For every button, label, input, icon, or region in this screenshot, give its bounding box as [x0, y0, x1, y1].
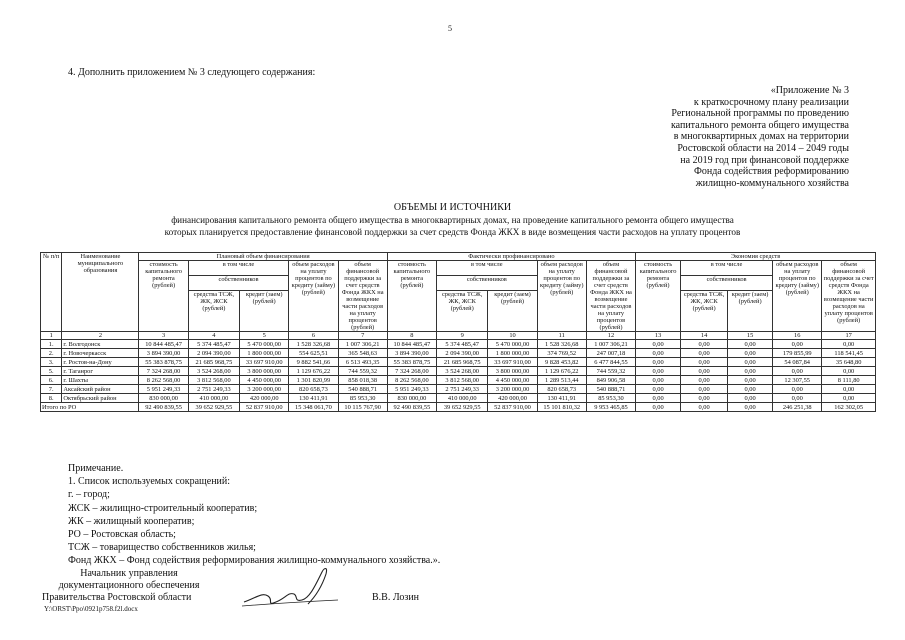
table-cell: 1 301 820,99	[289, 376, 338, 385]
table-cell: 410 000,00	[188, 394, 239, 403]
signer-line: Правительства Ростовской области	[42, 591, 192, 603]
table-cell: 1 129 676,22	[289, 367, 338, 376]
note-line: ТСЖ – товарищество собственников жилья;	[68, 542, 256, 554]
table-cell: 7 324 268,00	[387, 367, 436, 376]
table-cell: 0,00	[636, 376, 681, 385]
header-no: № п/п	[41, 253, 62, 332]
table-cell: 0,00	[636, 358, 681, 367]
table-cell: 2 094 390,00	[188, 349, 239, 358]
table-cell: 8 262 568,00	[139, 376, 188, 385]
table-cell: 744 559,32	[338, 367, 387, 376]
table-cell: 0,00	[773, 367, 822, 376]
table-cell: 5 374 485,47	[188, 340, 239, 349]
table-cell: 10 844 485,47	[387, 340, 436, 349]
handwritten-signature	[238, 562, 348, 612]
table-row	[41, 358, 876, 367]
table-cell: 5 951 249,33	[387, 385, 436, 394]
column-number: 7	[338, 332, 387, 340]
table-row	[41, 340, 876, 349]
financing-table	[40, 252, 876, 412]
notes-section	[68, 462, 440, 568]
page-number: 5	[448, 24, 452, 33]
table-cell: 410 000,00	[437, 394, 488, 403]
table-cell: 5 374 485,47	[437, 340, 488, 349]
table-cell: 130 411,91	[537, 394, 586, 403]
total-cell: 0,00	[681, 403, 728, 412]
table-cell: 0,00	[773, 394, 822, 403]
subtitle-line: которых планируется предоставление финансовой поддержки за счет средств Фонда ЖКХ в виде возмещения части расходов на уплату процентов	[164, 226, 741, 237]
note-line: РО – Ростовская область;	[68, 529, 176, 541]
table-cell: 3 200 000,00	[240, 385, 289, 394]
column-number: 17	[822, 332, 876, 340]
table-cell: 1 528 326,68	[289, 340, 338, 349]
header-cost: стоимость капитального ремонта (рублей)	[636, 261, 681, 332]
table-cell: 0,00	[636, 367, 681, 376]
table-cell: 374 769,52	[537, 349, 586, 358]
table-cell: 0,00	[822, 385, 876, 394]
table-cell: 3 812 568,00	[188, 376, 239, 385]
header-actual: Фактически профинансировано	[387, 253, 635, 261]
signer-line: документационного обеспечения	[58, 579, 200, 591]
table-cell: 55 383 878,75	[139, 358, 188, 367]
note-line: ЖСК – жилищно-строительный кооператив;	[68, 502, 258, 514]
table-cell: 179 855,99	[773, 349, 822, 358]
total-cell: 0,00	[636, 403, 681, 412]
header-interest: объем расходов на уплату процентов по кредиту (займу) (рублей)	[773, 261, 822, 332]
table-cell: 0,00	[681, 358, 728, 367]
table-cell: 0,00	[773, 340, 822, 349]
total-cell: 52 837 910,00	[240, 403, 289, 412]
column-number: 13	[636, 332, 681, 340]
table-cell: 0,00	[681, 340, 728, 349]
table-cell: 130 411,91	[289, 394, 338, 403]
header-support: объем финансовой поддержки за счет средств Фонда ЖКХ на возмещение части расходов на уплату процентов (рублей)	[822, 261, 876, 332]
column-number: 12	[586, 332, 635, 340]
row-municipality: г. Волгодонск	[62, 340, 139, 349]
header-owners: собственников	[437, 275, 538, 290]
table-cell: 9 828 453,82	[537, 358, 586, 367]
table-cell: 85 953,30	[338, 394, 387, 403]
table-cell: 0,00	[636, 394, 681, 403]
table-body	[41, 332, 876, 412]
appendix-line: «Приложение № 3	[770, 85, 849, 96]
table-cell: 0,00	[822, 394, 876, 403]
table-cell: 7 324 268,00	[139, 367, 188, 376]
table-cell: 744 559,32	[586, 367, 635, 376]
row-number: 5.	[41, 367, 62, 376]
table-cell: 0,00	[681, 367, 728, 376]
column-number: 3	[139, 332, 188, 340]
table-cell: 33 697 910,00	[488, 358, 537, 367]
column-number: 15	[728, 332, 773, 340]
table-cell: 118 541,45	[822, 349, 876, 358]
header-owners: собственников	[188, 275, 289, 290]
table-cell: 0,00	[728, 376, 773, 385]
header-funds: средства ТСЖ, ЖК, ЖСК (рублей)	[437, 290, 488, 331]
table-cell: 12 307,55	[773, 376, 822, 385]
row-number: 7.	[41, 385, 62, 394]
total-cell: 39 652 929,55	[188, 403, 239, 412]
header-incl: в том числе	[188, 261, 289, 276]
table-cell: 0,00	[636, 349, 681, 358]
appendix-line: к краткосрочному плану реализации	[693, 96, 849, 108]
table-cell: 3 524 268,00	[188, 367, 239, 376]
row-number: 2.	[41, 349, 62, 358]
column-number: 5	[240, 332, 289, 340]
column-number: 1	[41, 332, 62, 340]
table-cell: 365 548,63	[338, 349, 387, 358]
table-cell: 1 800 000,00	[240, 349, 289, 358]
header-planned: Плановый объем финансирования	[139, 253, 387, 261]
table-cell: 830 000,00	[139, 394, 188, 403]
table-cell: 10 844 485,47	[139, 340, 188, 349]
appendix-header	[609, 85, 849, 189]
total-cell: 0,00	[728, 403, 773, 412]
row-municipality: Аксайский район	[62, 385, 139, 394]
header-support: объем финансовой поддержки за счет средств Фонда ЖКХ на возмещение части расходов на уплату процентов (рублей)	[338, 261, 387, 332]
table-cell: 830 000,00	[387, 394, 436, 403]
table-cell: 540 888,71	[338, 385, 387, 394]
table-cell: 0,00	[728, 349, 773, 358]
header-interest: объем расходов на уплату процентов по кредиту (займу) (рублей)	[289, 261, 338, 332]
header-credit: кредит (заем) (рублей)	[728, 290, 773, 331]
appendix-line: Ростовской области на 2014 – 2049 годы	[677, 142, 849, 154]
total-row	[41, 403, 876, 412]
table-cell: 5 951 249,33	[139, 385, 188, 394]
table-cell: 1 007 306,21	[586, 340, 635, 349]
table-cell: 858 018,38	[338, 376, 387, 385]
table-cell: 3 800 000,00	[240, 367, 289, 376]
header-incl: в том числе	[681, 261, 773, 276]
table-cell: 21 685 968,75	[437, 358, 488, 367]
table-cell: 3 800 000,00	[488, 367, 537, 376]
document-title: ОБЪЕМЫ И ИСТОЧНИКИ	[393, 202, 512, 213]
table-cell: 9 882 541,66	[289, 358, 338, 367]
table-cell: 420 000,00	[240, 394, 289, 403]
table-cell: 35 648,80	[822, 358, 876, 367]
table-cell: 1 528 326,68	[537, 340, 586, 349]
table-cell: 2 751 249,33	[188, 385, 239, 394]
row-number: 1.	[41, 340, 62, 349]
document-subtitle	[0, 215, 905, 238]
table-cell: 0,00	[636, 385, 681, 394]
table-cell: 0,00	[681, 376, 728, 385]
row-municipality: г. Ростов-на-Дону	[62, 358, 139, 367]
column-number: 2	[62, 332, 139, 340]
table-cell: 2 751 249,33	[437, 385, 488, 394]
note-line: г. – город;	[68, 489, 110, 501]
table-cell: 0,00	[728, 340, 773, 349]
total-cell: 246 251,38	[773, 403, 822, 412]
table-cell: 420 000,00	[488, 394, 537, 403]
header-savings: Экономия средств	[636, 253, 876, 261]
header-credit: кредит (заем) (рублей)	[488, 290, 537, 331]
total-cell: 39 652 929,55	[437, 403, 488, 412]
table-cell: 0,00	[728, 367, 773, 376]
column-number: 14	[681, 332, 728, 340]
table-row	[41, 349, 876, 358]
note-line: ЖК – жилищный кооператив;	[68, 515, 195, 527]
table-cell: 554 625,51	[289, 349, 338, 358]
header-cost: стоимость капитального ремонта (рублей)	[139, 261, 188, 332]
table-cell: 247 007,18	[586, 349, 635, 358]
table-cell: 55 383 878,75	[387, 358, 436, 367]
row-number: 3.	[41, 358, 62, 367]
table-cell: 0,00	[728, 385, 773, 394]
table-cell: 6 477 844,55	[586, 358, 635, 367]
header-cost: стоимость капитального ремонта (рублей)	[387, 261, 436, 332]
column-number: 4	[188, 332, 239, 340]
header-interest: объем расходов на уплату процентов по кредиту (займу) (рублей)	[537, 261, 586, 332]
table-cell: 820 658,73	[289, 385, 338, 394]
appendix-line: Фонда содействия реформированию	[693, 166, 849, 178]
table-cell: 4 450 000,00	[240, 376, 289, 385]
table-row	[41, 385, 876, 394]
header-funds: средства ТСЖ, ЖК, ЖСК (рублей)	[681, 290, 728, 331]
header-credit: кредит (заем) (рублей)	[240, 290, 289, 331]
table-cell: 3 894 390,00	[139, 349, 188, 358]
file-path: Y:\ORST\Ppo\0921p758.f2l.docx	[44, 605, 138, 613]
table-cell: 54 087,84	[773, 358, 822, 367]
table-cell: 33 697 910,00	[240, 358, 289, 367]
total-cell: 10 115 767,90	[338, 403, 387, 412]
table-cell: 1 129 676,22	[537, 367, 586, 376]
table-cell: 820 658,73	[537, 385, 586, 394]
row-municipality: г. Новочеркасск	[62, 349, 139, 358]
table-cell: 1 800 000,00	[488, 349, 537, 358]
header-funds: средства ТСЖ, ЖК, ЖСК (рублей)	[188, 290, 239, 331]
row-municipality: Октябрьский район	[62, 394, 139, 403]
table-cell: 0,00	[822, 367, 876, 376]
total-cell: 52 837 910,00	[488, 403, 537, 412]
note-line: Примечание.	[68, 463, 124, 474]
appendix-line: Региональной программы по проведению	[671, 108, 849, 120]
note-line: Фонд ЖКХ – Фонд содействия реформирования жилищно-коммунального хозяйства.».	[68, 555, 441, 567]
table-cell: 8 262 568,00	[387, 376, 436, 385]
total-cell: 15 101 810,32	[537, 403, 586, 412]
signer-line: Начальник управления	[80, 568, 178, 579]
table-cell: 0,00	[681, 349, 728, 358]
table-cell: 849 906,58	[586, 376, 635, 385]
header-owners: собственников	[681, 275, 773, 290]
table-cell: 21 685 968,75	[188, 358, 239, 367]
total-cell: 92 490 839,55	[387, 403, 436, 412]
column-number: 9	[437, 332, 488, 340]
total-cell: 92 490 839,55	[139, 403, 188, 412]
subtitle-line: финансирования капитального ремонта общего имущества в многоквартирных домах, на проведение капитального ремонта общего имущества	[171, 215, 734, 225]
table-cell: 6 513 493,35	[338, 358, 387, 367]
total-label: Итого по РО	[41, 403, 139, 412]
table-cell: 0,00	[773, 385, 822, 394]
table-cell: 0,00	[728, 358, 773, 367]
appendix-line: жилищно-коммунального хозяйства	[695, 177, 849, 189]
header-municipality: Наименование муниципального образования	[62, 253, 139, 332]
table-cell: 3 894 390,00	[387, 349, 436, 358]
header-support: объем финансовой поддержки за счет средств Фонда ЖКХ на возмещение части расходов на уплату процентов (рублей)	[586, 261, 635, 332]
row-number: 6.	[41, 376, 62, 385]
row-municipality: г. Таганрог	[62, 367, 139, 376]
appendix-line: в многоквартирных домах на территории	[673, 131, 849, 143]
row-number: 8.	[41, 394, 62, 403]
table-cell: 8 111,80	[822, 376, 876, 385]
table-cell: 5 470 000,00	[488, 340, 537, 349]
table-row	[41, 367, 876, 376]
table-cell: 0,00	[681, 385, 728, 394]
table-cell: 0,00	[728, 394, 773, 403]
note-line: 1. Список используемых сокращений:	[68, 476, 231, 488]
table-cell: 1 289 513,44	[537, 376, 586, 385]
column-number: 16	[773, 332, 822, 340]
appendix-line: капитального ремонта общего имущества	[670, 119, 849, 131]
total-cell: 162 302,05	[822, 403, 876, 412]
row-municipality: г. Шахты	[62, 376, 139, 385]
column-number: 8	[387, 332, 436, 340]
column-number: 6	[289, 332, 338, 340]
table-row	[41, 394, 876, 403]
signer-name: В.В. Лозин	[372, 592, 420, 603]
table-cell: 5 470 000,00	[240, 340, 289, 349]
total-cell: 9 953 465,85	[586, 403, 635, 412]
header-incl: в том числе	[437, 261, 538, 276]
table-row	[41, 376, 876, 385]
table-cell: 1 007 306,21	[338, 340, 387, 349]
intro-paragraph: 4. Дополнить приложением № 3 следующего содержания:	[68, 67, 316, 78]
table-cell: 3 812 568,00	[437, 376, 488, 385]
table-cell: 4 450 000,00	[488, 376, 537, 385]
appendix-line: на 2019 год при финансовой поддержке	[680, 154, 849, 166]
total-cell: 15 348 061,70	[289, 403, 338, 412]
table-cell: 0,00	[681, 394, 728, 403]
table-cell: 3 524 268,00	[437, 367, 488, 376]
table-cell: 0,00	[822, 340, 876, 349]
table-cell: 0,00	[636, 340, 681, 349]
column-number: 11	[537, 332, 586, 340]
table-cell: 3 200 000,00	[488, 385, 537, 394]
column-number: 10	[488, 332, 537, 340]
table-cell: 2 094 390,00	[437, 349, 488, 358]
column-number-row	[41, 332, 876, 340]
signer-title	[44, 568, 214, 603]
table-cell: 540 888,71	[586, 385, 635, 394]
table-cell: 85 953,30	[586, 394, 635, 403]
